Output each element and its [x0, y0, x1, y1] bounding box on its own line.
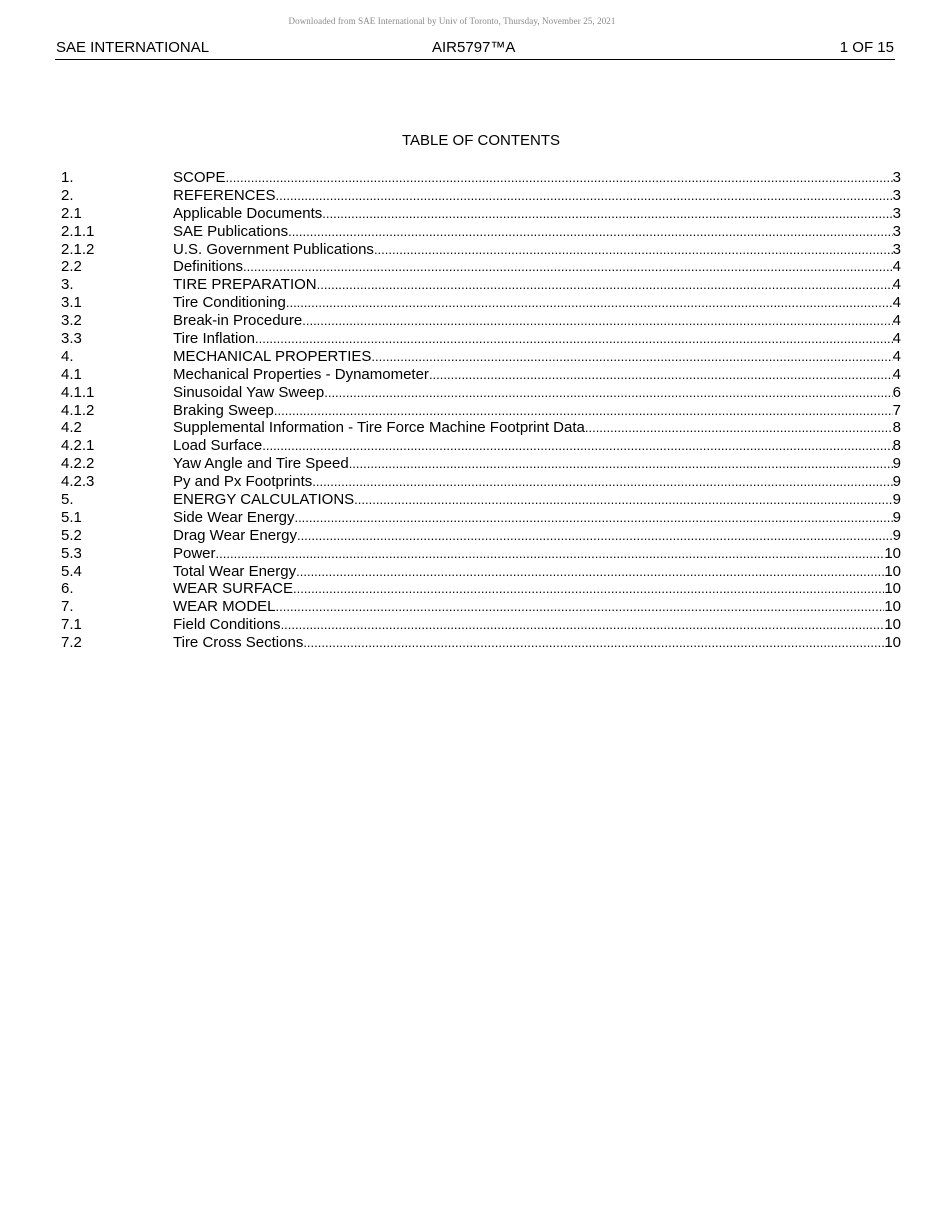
toc-dot-leader [243, 258, 893, 276]
toc-entry-page: 4 [892, 312, 901, 330]
toc-dot-leader [324, 384, 892, 402]
toc-entry[interactable] [61, 437, 901, 455]
toc-entry-title: Applicable Documents [173, 204, 323, 222]
toc-entry-number: 3. [61, 276, 74, 294]
toc-entry-title: Drag Wear Energy [173, 526, 297, 544]
toc-entry-title: TIRE PREPARATION [173, 276, 317, 294]
toc-dot-leader [371, 348, 892, 366]
toc-entry-page: 8 [892, 437, 901, 455]
toc-entry-page: 10 [884, 634, 901, 652]
toc-entry-number: 4.2.1 [61, 437, 95, 455]
toc-dot-leader [297, 527, 893, 545]
toc-entry-page: 4 [892, 330, 901, 348]
toc-entry-page: 10 [884, 544, 901, 562]
toc-entry-number: 2.2 [61, 258, 82, 276]
toc-entry[interactable] [61, 187, 901, 205]
toc-dot-leader [288, 223, 893, 241]
toc-entry-page: 9 [892, 491, 901, 509]
toc-entry-number: 2.1.2 [61, 240, 95, 258]
toc-entry-number: 4. [61, 347, 74, 365]
toc-entry-title: Total Wear Energy [173, 562, 297, 580]
toc-entry-number: 2.1.1 [61, 222, 95, 240]
toc-entry[interactable] [61, 205, 901, 223]
toc-entry-number: 7. [61, 598, 74, 616]
toc-dot-leader [276, 187, 893, 205]
toc-entry-number: 4.2 [61, 419, 82, 437]
toc-entry[interactable] [61, 402, 901, 420]
toc-entry[interactable] [61, 258, 901, 276]
toc-entry-title: Tire Cross Sections [173, 634, 304, 652]
toc-dot-leader [281, 616, 885, 634]
toc-entry-page: 4 [892, 347, 901, 365]
toc-entry-page: 9 [892, 526, 901, 544]
toc-entry-number: 3.1 [61, 294, 82, 312]
toc-entry-title: Supplemental Information - Tire Force Machine Footprint Data [173, 419, 585, 437]
toc-entry[interactable] [61, 241, 901, 259]
download-watermark: Downloaded from SAE International by Univ of Toronto, Thursday, November 25, 2021 [288, 16, 616, 26]
toc-entry-title: Tire Inflation [173, 330, 255, 348]
toc-entry-number: 3.2 [61, 312, 82, 330]
running-header [55, 38, 895, 60]
toc-entry-number: 4.2.3 [61, 473, 95, 491]
toc-entry[interactable] [61, 473, 901, 491]
toc-dot-leader [296, 563, 884, 581]
toc-dot-leader [226, 169, 893, 187]
toc-entry[interactable] [61, 509, 901, 527]
toc-entry-title: Definitions [173, 258, 244, 276]
toc-entry-page: 10 [884, 598, 901, 616]
toc-entry-page: 10 [884, 562, 901, 580]
toc-entry-page: 4 [892, 294, 901, 312]
toc-entry[interactable] [61, 580, 901, 598]
toc-entry-title: Py and Px Footprints [173, 473, 313, 491]
toc-dot-leader [354, 491, 892, 509]
toc-entry[interactable] [61, 276, 901, 294]
toc-entry-page: 3 [892, 222, 901, 240]
toc-entry-page: 3 [892, 186, 901, 204]
toc-entry-title: WEAR MODEL [173, 598, 276, 616]
page-indicator: 1 OF 15 [839, 39, 894, 56]
toc-entry[interactable] [61, 419, 901, 437]
toc-dot-leader [274, 402, 893, 420]
toc-dot-leader [429, 366, 893, 384]
toc-entry-number: 4.1.2 [61, 401, 95, 419]
toc-dot-leader [276, 598, 885, 616]
toc-entry-number: 2. [61, 186, 74, 204]
document-number: AIR5797™A [432, 39, 516, 56]
toc-entry-page: 3 [892, 204, 901, 222]
toc-entry[interactable] [61, 634, 901, 652]
toc-entry-page: 10 [884, 580, 901, 598]
toc-dot-leader [262, 437, 892, 455]
toc-entry-title: Tire Conditioning [173, 294, 286, 312]
toc-dot-leader [312, 473, 892, 491]
toc-entry[interactable] [61, 598, 901, 616]
toc-dot-leader [349, 455, 893, 473]
toc-entry-title: Sinusoidal Yaw Sweep [173, 383, 325, 401]
toc-entry-title: Break-in Procedure [173, 312, 303, 330]
toc-entry-page: 3 [892, 169, 901, 186]
toc-entry[interactable] [61, 169, 901, 187]
toc-entry-number: 1. [61, 169, 74, 186]
toc-dot-leader [293, 580, 884, 598]
toc-entry[interactable] [61, 616, 901, 634]
toc-entry[interactable] [61, 312, 901, 330]
toc-dot-leader [303, 634, 884, 652]
toc-entry[interactable] [61, 455, 901, 473]
toc-entry-number: 5.3 [61, 544, 82, 562]
toc-entry[interactable] [61, 348, 901, 366]
table-of-contents [61, 169, 901, 652]
toc-entry-number: 4.2.2 [61, 455, 95, 473]
toc-entry-number: 5.1 [61, 508, 82, 526]
toc-entry-title: REFERENCES [173, 186, 276, 204]
toc-entry-page: 8 [892, 419, 901, 437]
toc-entry-page: 7 [892, 401, 901, 419]
toc-entry-title: WEAR SURFACE [173, 580, 294, 598]
toc-entry[interactable] [61, 366, 901, 384]
toc-entry-page: 4 [892, 258, 901, 276]
toc-entry-number: 5.2 [61, 526, 82, 544]
toc-entry[interactable] [61, 223, 901, 241]
toc-entry-title: Field Conditions [173, 616, 281, 634]
toc-entry[interactable] [61, 330, 901, 348]
toc-entry-number: 7.1 [61, 616, 82, 634]
toc-entry-page: 10 [884, 616, 901, 634]
toc-entry-number: 3.3 [61, 330, 82, 348]
toc-entry-title: Yaw Angle and Tire Speed [173, 455, 349, 473]
toc-entry-title: Side Wear Energy [173, 508, 295, 526]
toc-dot-leader [317, 276, 893, 294]
toc-dot-leader [255, 330, 893, 348]
toc-entry-page: 6 [892, 383, 901, 401]
toc-heading: TABLE OF CONTENTS [401, 132, 561, 149]
toc-entry-number: 2.1 [61, 204, 82, 222]
toc-dot-leader [322, 205, 892, 223]
toc-entry-page: 9 [892, 508, 901, 526]
toc-entry-title: Mechanical Properties - Dynamometer [173, 365, 429, 383]
toc-entry[interactable] [61, 527, 901, 545]
toc-entry-title: SCOPE [173, 169, 226, 186]
toc-entry-title: Braking Sweep [173, 401, 274, 419]
toc-entry[interactable] [61, 294, 901, 312]
toc-entry[interactable] [61, 491, 901, 509]
toc-entry-number: 5. [61, 491, 74, 509]
toc-entry-title: MECHANICAL PROPERTIES [173, 347, 372, 365]
toc-entry-page: 9 [892, 455, 901, 473]
toc-dot-leader [302, 312, 892, 330]
toc-entry-number: 5.4 [61, 562, 82, 580]
toc-entry[interactable] [61, 384, 901, 402]
toc-entry-title: ENERGY CALCULATIONS [173, 491, 355, 509]
toc-entry[interactable] [61, 563, 901, 581]
toc-entry-number: 4.1.1 [61, 383, 95, 401]
toc-dot-leader [286, 294, 893, 312]
toc-dot-leader [374, 241, 893, 259]
toc-dot-leader [216, 545, 885, 563]
toc-dot-leader [294, 509, 892, 527]
toc-entry-page: 9 [892, 473, 901, 491]
publisher-name: SAE INTERNATIONAL [56, 39, 210, 56]
toc-entry-number: 7.2 [61, 634, 82, 652]
toc-entry-title: SAE Publications [173, 222, 289, 240]
toc-entry-title: U.S. Government Publications [173, 240, 374, 258]
toc-entry-number: 6. [61, 580, 74, 598]
toc-entry-page: 3 [892, 240, 901, 258]
toc-entry-number: 4.1 [61, 365, 82, 383]
toc-entry-title: Load Surface [173, 437, 263, 455]
toc-entry[interactable] [61, 545, 901, 563]
toc-entry-page: 4 [892, 276, 901, 294]
toc-entry-title: Power [173, 544, 216, 562]
toc-entry-page: 4 [892, 365, 901, 383]
toc-dot-leader [585, 419, 893, 437]
